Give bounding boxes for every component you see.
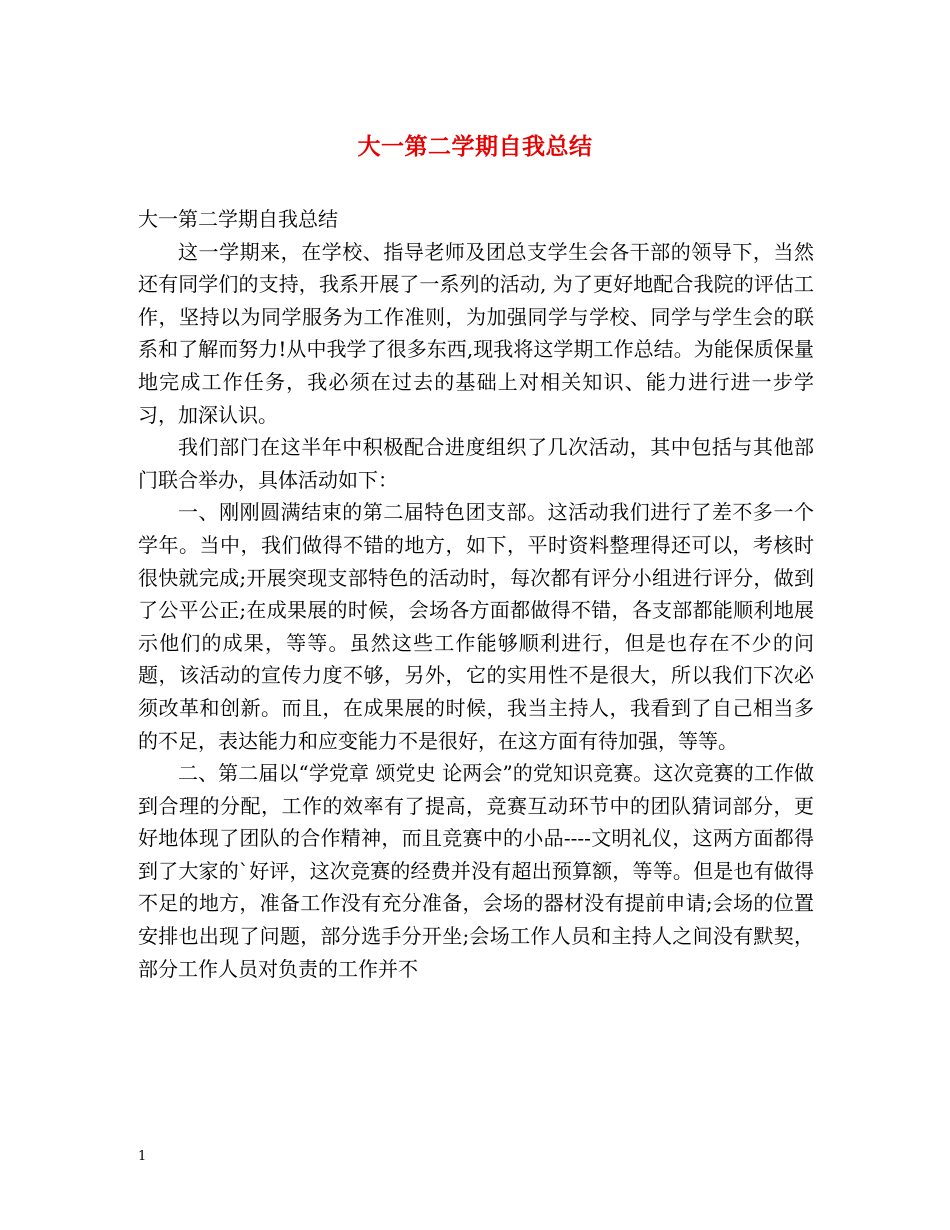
section-two-paragraph: 二、第二届以“学党章 颂党史 论两会”的党知识竞赛。这次竞赛的工作做到合理的分配，工作的效率有了提高，竞赛互动环节中的团队猜词部分，更好地体现了团队的合作精神，而且竞赛中的小品----文明礼仪，这两方面都得到了大家的`好评，这次竞赛的经费并没有超出预算额，等等。但是也有做得不足的地方，准备工作没有充分准备，会场的器材没有提前申请;会场的位置安排也出现了问题，部分选手分开坐;会场工作人员和主持人之间没有默契，部分工作人员对负责的工作并不 xyxy=(138,761,814,981)
document-body xyxy=(138,203,814,985)
document-title: 大一第二学期自我总结 xyxy=(357,134,593,160)
section-one-paragraph: 一、刚刚圆满结束的第二届特色团支部。这活动我们进行了差不多一个学年。当中，我们做得不错的地方，如下，平时资料整理得还可以，考核时很快就完成;开展突现支部特色的活动时，每次都有评分小组进行评分，做到了公平公正;在成果展的时候，会场各方面都做得不错，各支部都能顺利地展示他们的成果，等等。虽然这些工作能够顺利进行，但是也存在不少的问题，该活动的宣传力度不够，另外，它的实用性不是很大，所以我们下次必须改革和创新。而且，在成果展的时候，我当主持人，我看到了自己相当多的不足，表达能力和应变能力不是很好，在这方面有待加强，等等。 xyxy=(138,500,814,753)
activities-intro-paragraph: 我们部门在这半年中积极配合进度组织了几次活动，其中包括与其他部门联合举办，具体活动如下： xyxy=(138,435,814,492)
page-number: 1 xyxy=(138,1149,147,1164)
intro-paragraph: 这一学期来，在学校、指导老师及团总支学生会各干部的领导下，当然还有同学们的支持，我系开展了一系列的活动, 为了更好地配合我院的评估工作，坚持以为同学服务为工作准则，为加强同学与学校、同学与学生会的联系和了解而努力!从中我学了很多东西,现我将这学期工作总结。为能保质保量地完成工作任务，我必须在过去的基础上对相关知识、能力进行进一步学习，加深认识。 xyxy=(138,239,814,427)
subtitle-paragraph: 大一第二学期自我总结 xyxy=(138,207,338,231)
